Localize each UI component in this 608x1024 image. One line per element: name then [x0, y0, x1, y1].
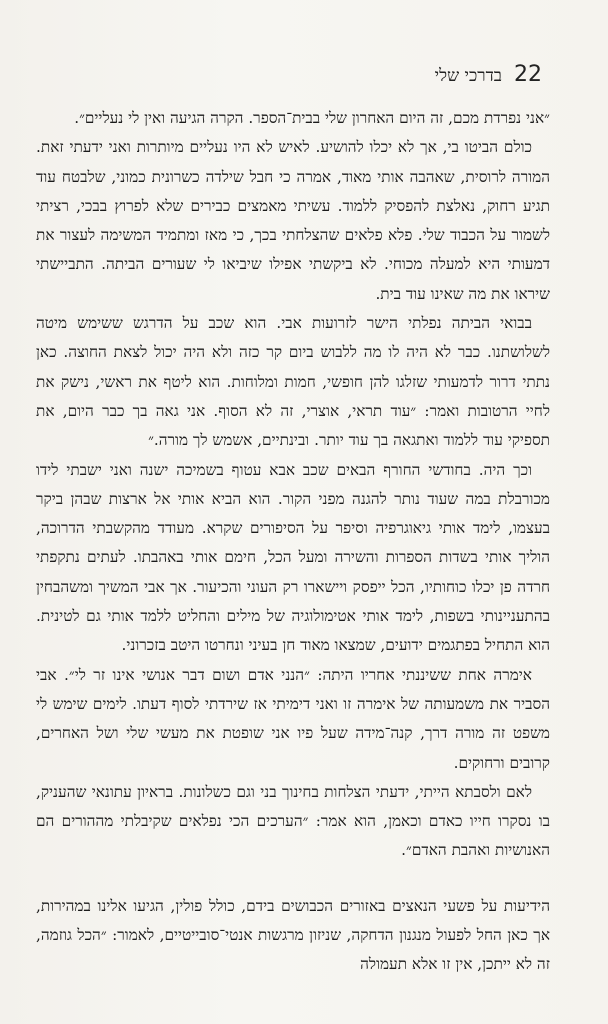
- paragraph: לאם ולסבתא הייתי, ידעתי הצלחות בחינוך בני וגם כשלונות. בראיון עתונאי שהעניק, בו נסקרו חייו כאדם וכאמן, הוא אמר: ״הערכים הכי נפלאים שקיבלתי מההורים הם האנושיות ואהבת האדם״.: [36, 782, 550, 860]
- page-header: [0, 62, 608, 94]
- running-title: בדרכי שלי: [434, 66, 502, 86]
- body-text: [36, 104, 550, 980]
- paragraph: הידיעות על פשעי הנאצים באזורים הכבושים בידם, כולל פולין, הגיעו אלינו במהירות, אך כאן החל לפעול מנגנון הדחקה, שניזון מרגשות אנטי־סובייטיים, לאמור: ״הכל גוזמה, זה לא ייתכן, אין זו אלא תעמולה: [36, 896, 550, 974]
- paragraph: ״אני נפרדת מכם, זה היום האחרון שלי בבית־הספר. הקרה הגיעה ואין לי נעליים״.: [74, 109, 550, 127]
- paragraph: וכך היה. בחודשי החורף הבאים שכב אבא עטוף בשמיכה ישנה ואני ישבתי לידו מכורבלת במה שעוד נותר להגנה מפני הקור. הוא הביא אותי אל ארצות שבהן ביקר בעצמו, לימד אותי גיאוגרפיה וסיפר על הסיפורים שקרא. מעודד מהקשבתי הדרוכה, הוליך אותי בשדות הספרות והשירה ומעל הכל, חימם אותי באהבתו. לעתים נתקפתי חרדה פן יכלו כוחותיו, הכל ייפסק ויישארו רק העוני והכיעור. אך אבי המשיך ומשהבחין בהתעניינותי בשפות, לימד אותי אטימולוגיה של מילים והחליט ללמד אותי גם לטינית. הוא התחיל בפתגמים ידועים, שמצאו מאוד חן בעיני ונחרטו היטב בזכרוני.: [36, 460, 550, 655]
- paragraph: אימרה אחת ששיננתי אחריו היתה: ״הנני אדם ושום דבר אנושי אינו זר לי״. אבי הסביר את משמעותה של אימרה זו ואני דימיתי אז שירדתי לסוף דעתו. לימים שימש לי משפט זה מורה דרך, קנה־מידה שעל פיו אני שופטת את מעשי שלי ושל האחרים, קרובים ורחוקים.: [36, 665, 550, 772]
- paragraph: כולם הביטו בי, אך לא יכלו להושיע. לאיש לא היו נעליים מיותרות ואני ידעתי זאת. המורה לרוסית, שאהבה אותי מאוד, אמרה כי חבל שילדה כשרונית כמוני, שלבטח עוד תגיע רחוק, נאלצת להפסיק ללמוד. עשיתי מאמצים כבירים שלא לפרוץ בבכי, רציתי לשמור על הכבוד שלי. פלא פלאים שהצלחתי בכך, כי מאז ומתמיד המשימה לעצור את דמעותי היא למעלה מכוחי. לא ביקשתי אפילו שיביאו לי שעורים הביתה. התביישתי שיראו את מה שאינו עוד בית.: [36, 138, 550, 303]
- paragraph: בבואי הביתה נפלתי הישר לזרועות אבי. הוא שכב על הדרגש ששימש מיטה לשלושתנו. כבר לא היה לו מה ללבוש ביום קר כזה ולא היה יכול לצאת החוצה. כאן נתתי דרור לדמעותי שזלגו להן חופשי, חמות ומלוחות. הוא ליטף את ראשי, נישק את לחיי הרטובות ואמר: ״עוד תראי, אוצרי, זה לא הסוף. אני גאה בך כבר היום, את תספיקי עוד ללמוד ואתגאה בך עוד יותר. ובינתיים, אשמש לך מורה.״: [36, 314, 550, 450]
- page-number: 22: [514, 62, 542, 87]
